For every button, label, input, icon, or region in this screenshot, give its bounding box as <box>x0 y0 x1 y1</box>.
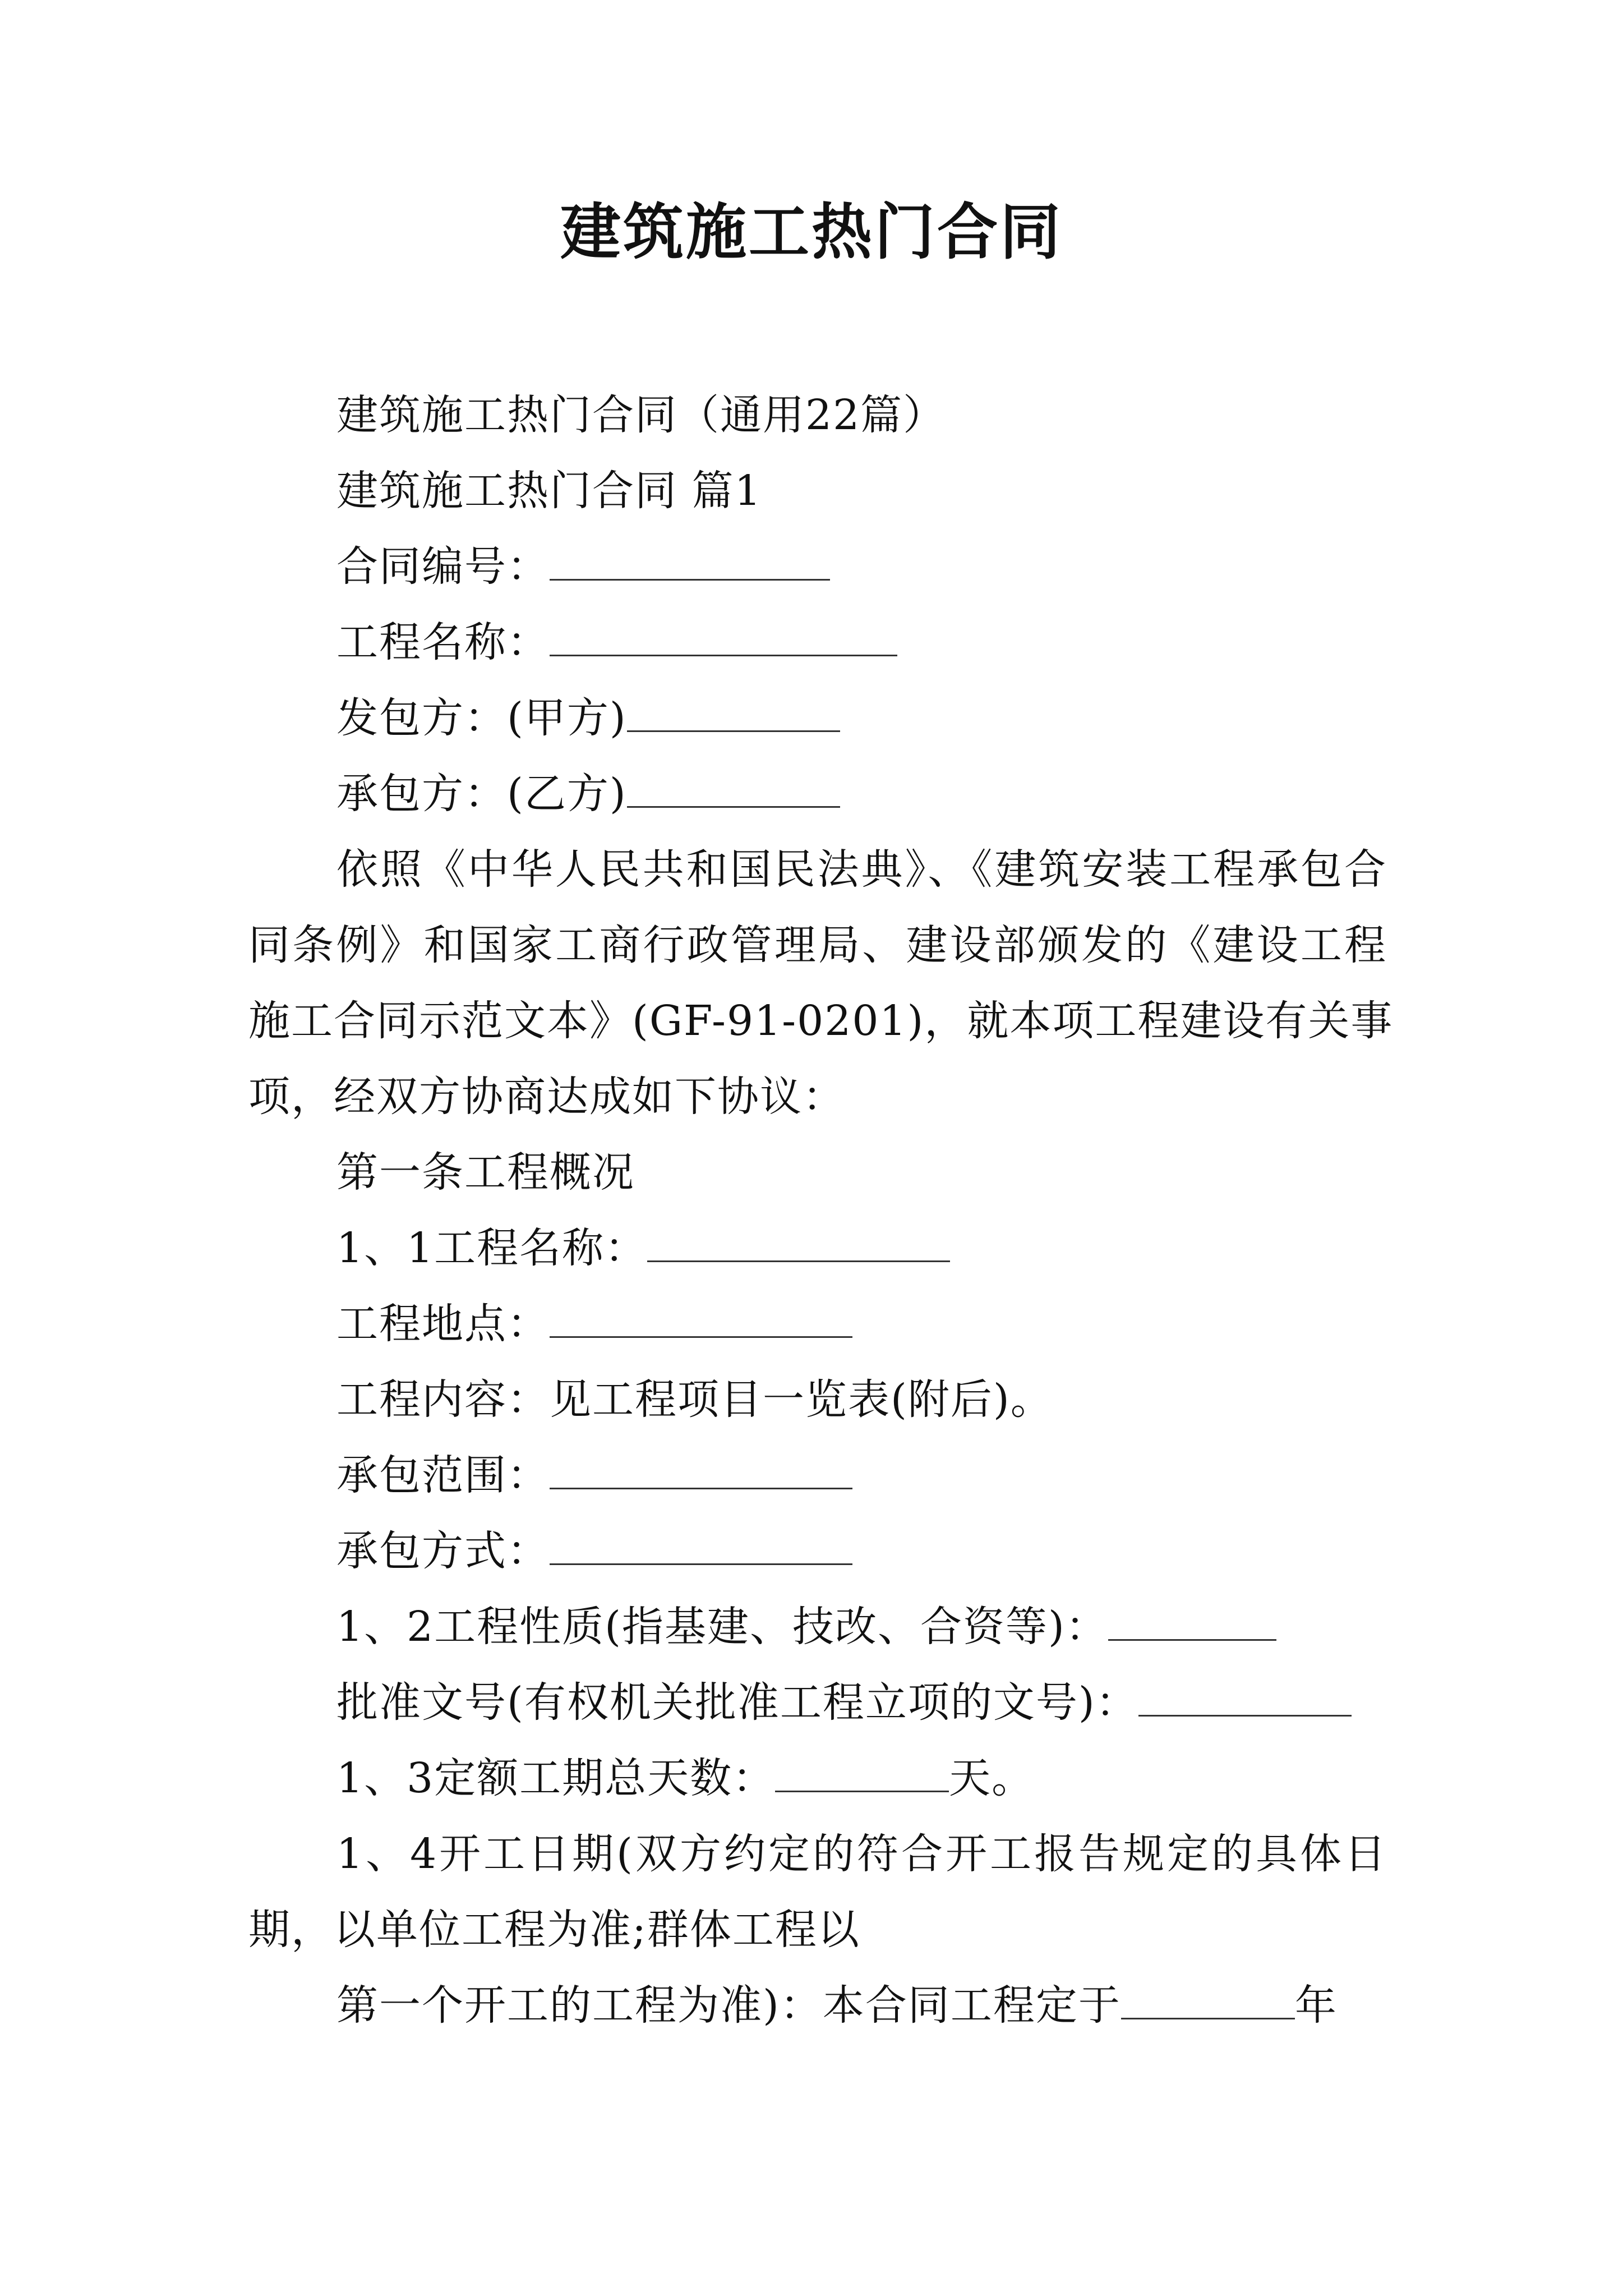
fill-blank <box>550 540 830 581</box>
fill-blank <box>1108 1600 1276 1641</box>
line-text: 同条例》和国家工商行政管理局、建设部颁发的《建设工程 <box>248 921 1387 969</box>
section-heading <box>336 463 762 519</box>
field-label: 发包方：(甲方) <box>336 694 627 742</box>
paragraph-line <box>336 1977 1338 2033</box>
fill-blank <box>550 1524 852 1565</box>
field-approval-number <box>336 1674 1352 1731</box>
doc-subtitle <box>336 387 946 443</box>
field-suffix: 天。 <box>949 1754 1035 1802</box>
field-label: 1、3定额工期总天数： <box>336 1754 776 1802</box>
fill-blank <box>627 691 840 732</box>
field-project-name <box>336 614 897 670</box>
paragraph-line <box>336 1826 1387 1882</box>
field-project-content <box>336 1372 1053 1428</box>
fill-blank <box>550 1297 852 1338</box>
line-text: 1、4开工日期(双方约定的符合开工报告规定的具体日 <box>336 1830 1387 1878</box>
line-text: 依照《中华人民共和国民法典》、《建筑安装工程承包合 <box>336 845 1387 894</box>
line-text: 建筑施工热门合同（通用22篇） <box>336 391 946 439</box>
fill-blank <box>550 1448 852 1489</box>
paragraph-line <box>248 917 1387 973</box>
line-text: 第一条工程概况 <box>336 1148 635 1197</box>
fill-blank <box>775 1751 949 1792</box>
paragraph-line <box>248 1069 845 1125</box>
line-text: 期，以单位工程为准;群体工程以 <box>248 1906 860 1954</box>
fill-blank <box>1138 1676 1352 1717</box>
field-label: 工程名称： <box>336 618 550 666</box>
field-label: 1、2工程性质(指基建、技改、合资等)： <box>336 1603 1108 1651</box>
field-contract-method <box>336 1523 852 1579</box>
field-label: 合同编号： <box>336 542 550 591</box>
field-label: 承包范围： <box>336 1451 550 1499</box>
paragraph-line <box>248 1902 860 1958</box>
fill-blank <box>1121 1978 1295 2019</box>
field-total-days <box>336 1750 1034 1806</box>
line-text: 项，经双方协商达成如下协议： <box>248 1073 845 1121</box>
field-label: 工程地点： <box>336 1300 550 1348</box>
line-text: 施工合同示范文本》(GF-91-0201)，就本项工程建设有关事 <box>248 997 1394 1045</box>
field-party-a <box>336 690 840 746</box>
field-suffix: 年 <box>1294 1981 1338 2030</box>
field-project-location <box>336 1296 852 1352</box>
field-party-b <box>336 766 840 822</box>
field-project-name-2 <box>336 1220 950 1276</box>
line-text: 工程内容：见工程项目一览表(附后)。 <box>336 1375 1053 1424</box>
document-title: 建筑施工热门合同 <box>560 197 1063 268</box>
line-text: 建筑施工热门合同 篇1 <box>336 467 762 515</box>
line-text: 第一个开工的工程为准)：本合同工程定于 <box>336 1981 1121 2030</box>
field-label: 承包方：(乙方) <box>336 770 627 818</box>
field-project-nature <box>336 1599 1276 1655</box>
article-heading <box>336 1144 635 1200</box>
fill-blank <box>627 767 840 808</box>
field-label: 1、1工程名称： <box>336 1224 648 1272</box>
field-contract-scope <box>336 1447 852 1503</box>
fill-blank <box>550 615 897 656</box>
field-label: 承包方式： <box>336 1527 550 1575</box>
field-label: 批准文号(有权机关批准工程立项的文号)： <box>336 1678 1138 1727</box>
field-contract-number <box>336 539 830 595</box>
paragraph-line <box>248 993 1394 1049</box>
paragraph-line <box>336 841 1387 898</box>
fill-blank <box>647 1221 950 1262</box>
